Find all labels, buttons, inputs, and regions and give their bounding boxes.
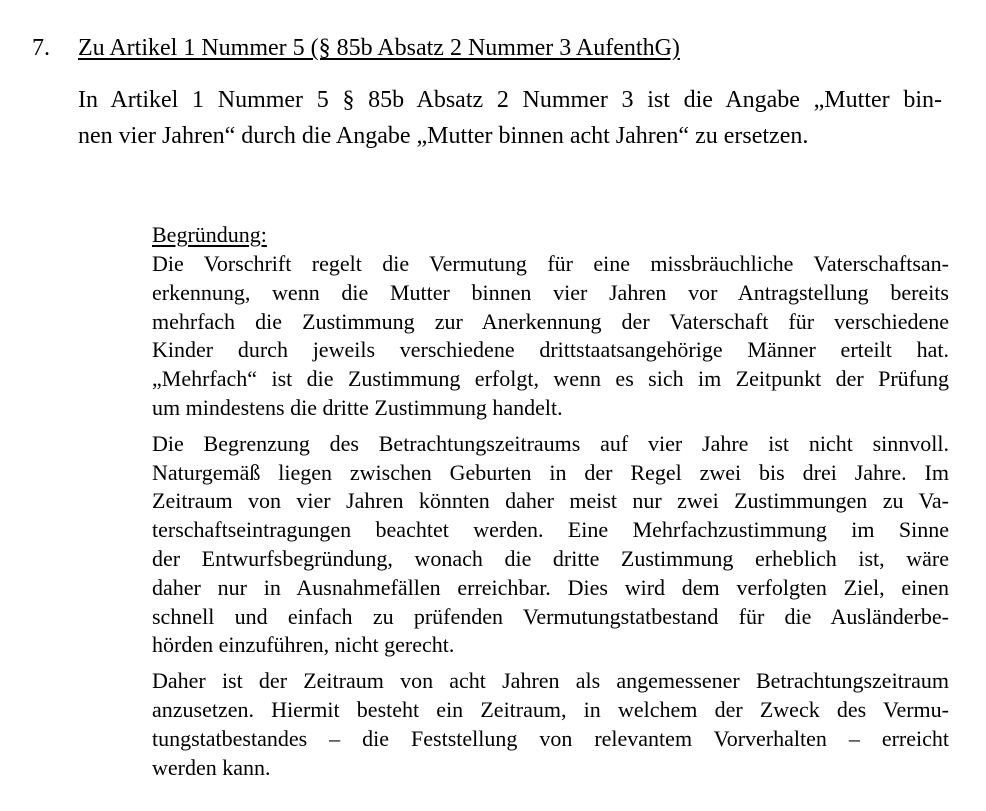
paragraph-line: um mindestens die dritte Zustimmung handelt. [152,394,563,420]
reason-paragraph-3 [152,667,949,782]
reason-label: Begründung: [152,222,267,247]
item-title: Zu Artikel 1 Nummer 5 (§ 85b Absatz 2 Nummer 3 AufenthG) [78,35,680,61]
intro-line: In Artikel 1 Nummer 5 § 85b Absatz 2 Nummer 3 ist die Angabe „Mutter bin- [78,87,942,113]
paragraph-line: erkennung, wenn die Mutter binnen vier Jahren vor Antragstellung bereits [152,279,949,305]
paragraph-line: Naturgemäß liegen zwischen Geburten in der Regel zwei bis drei Jahre. Im [152,459,949,485]
paragraph-line: hörden einzuführen, nicht gerecht. [152,632,455,658]
paragraph-line: daher nur in Ausnahmefällen erreichbar. Dies wird dem verfolgten Ziel, einen [152,574,949,600]
paragraph-line: Kinder durch jeweils verschiedene drittstaatsangehörige Männer erteilt hat. [152,337,949,363]
paragraph-line: „Mehrfach“ ist die Zustimmung erfolgt, wenn es sich im Zeitpunkt der Prüfung [152,366,949,392]
paragraph-line: werden kann. [152,754,271,780]
paragraph-line: Daher ist der Zeitraum von acht Jahren als angemessener Betrachtungszeitraum [152,668,949,694]
paragraph-line: mehrfach die Zustimmung zur Anerkennung der Vaterschaft für verschiedene [152,308,949,334]
paragraph-line: anzusetzen. Hiermit besteht ein Zeitraum, in welchem der Zweck des Vermu- [152,696,949,722]
item-heading [32,32,680,64]
paragraph-line: tungstatbestandes – die Feststellung von relevantem Vorverhalten – erreicht [152,725,949,751]
reason-paragraph-2 [152,430,949,660]
paragraph-line: terschaftseintragungen beachtet werden. Eine Mehrfachzustimmung im Sinne [152,517,949,543]
paragraph-line: Die Vorschrift regelt die Vermutung für eine missbräuchliche Vaterschaftsan- [152,251,949,276]
intro-line: nen vier Jahren“ durch die Angabe „Mutter binnen acht Jahren“ zu ersetzen. [78,123,809,149]
paragraph-line: Die Begrenzung des Betrachtungszeitraums auf vier Jahre ist nicht sinnvoll. [152,430,949,456]
intro-paragraph [78,82,942,154]
paragraph-line: schnell und einfach zu prüfenden Vermutungstatbestand für die Ausländerbe- [152,603,949,629]
reason-section [152,220,949,789]
reason-paragraph-1 [152,250,949,423]
paragraph-line: der Entwurfsbegründung, wonach die dritte Zustimmung erheblich ist, wäre [152,545,949,571]
item-number: 7. [32,35,50,61]
paragraph-line: Zeitraum von vier Jahren könnten daher meist nur zwei Zustimmungen zu Va- [152,488,949,514]
